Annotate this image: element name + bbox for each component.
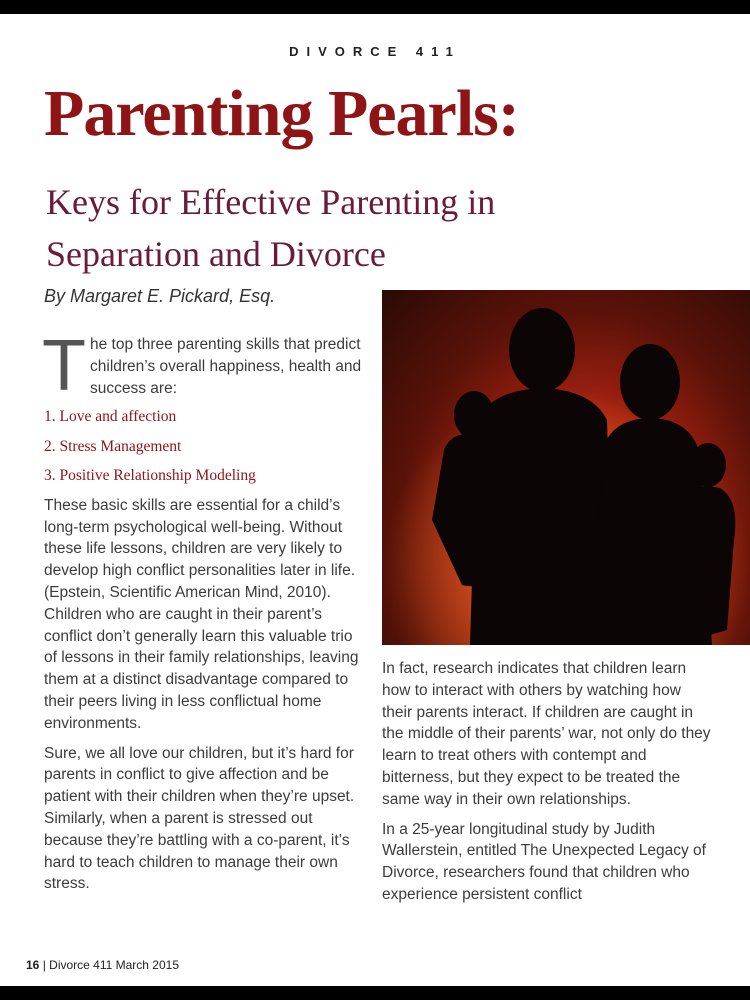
section-kicker: DIVORCE 411 <box>289 44 461 59</box>
body-paragraph: These basic skills are essential for a child’s long-term psychological well-being. Without these life lessons, children are very likely to develop high conflict personalities later in life. (Epstein, Scientific American Mind, 2010). Children who are caught in their parent’s conflict don’t generally learn this valuable trio of lessons in their family relationships, leaving them at a distinct disadvantage compared to their peers living in less conflictual home environments. <box>44 496 359 732</box>
publication-info: Divorce 411 March 2015 <box>49 958 179 972</box>
article-subtitle: Keys for Effective Parenting in Separation and Divorce <box>46 182 496 274</box>
body-paragraph: In a 25-year longitudinal study by Judith Wallerstein, entitled The Unexpected Legacy of Divorce, researchers found that children who experience persistent conflict <box>382 820 706 903</box>
intro-text: he top three parenting skills that predict children’s overall happiness, health and success are: <box>90 336 362 397</box>
body-paragraph: Sure, we all love our children, but it’s hard for parents in conflict to give affection and be patient with their children when they’re upset. Similarly, when a parent is stressed out because they’re battling with a co-parent, it’s hard to teach children to manage their own stress. <box>44 744 355 893</box>
skill-item: 3. Positive Relationship Modeling <box>44 467 256 485</box>
left-column <box>42 326 364 903</box>
magazine-page <box>0 14 750 986</box>
page-number: 16 <box>26 958 40 972</box>
skill-item: 1. Love and affection <box>44 408 177 425</box>
article-byline: By Margaret E. Pickard, Esq. <box>44 286 276 306</box>
body-paragraph: In fact, research indicates that children learn how to interact with others by watching how their parents interact. If children are caught in the middle of their parents’ war, not only do they learn to treat others with contempt and bitterness, but they expect to be treated the same way in their own relationships. <box>382 660 711 808</box>
intro-paragraph <box>42 326 364 406</box>
skill-item: 2. Stress Management <box>44 437 182 455</box>
family-silhouette-photo <box>382 290 750 645</box>
family-silhouette-image <box>382 290 750 645</box>
page-footer: 16 | Divorce 411 March 2015 <box>26 958 179 972</box>
right-column <box>382 658 712 914</box>
article-title: Parenting Pearls: <box>44 77 519 150</box>
drop-cap: T <box>42 326 86 406</box>
skills-list <box>44 402 364 491</box>
